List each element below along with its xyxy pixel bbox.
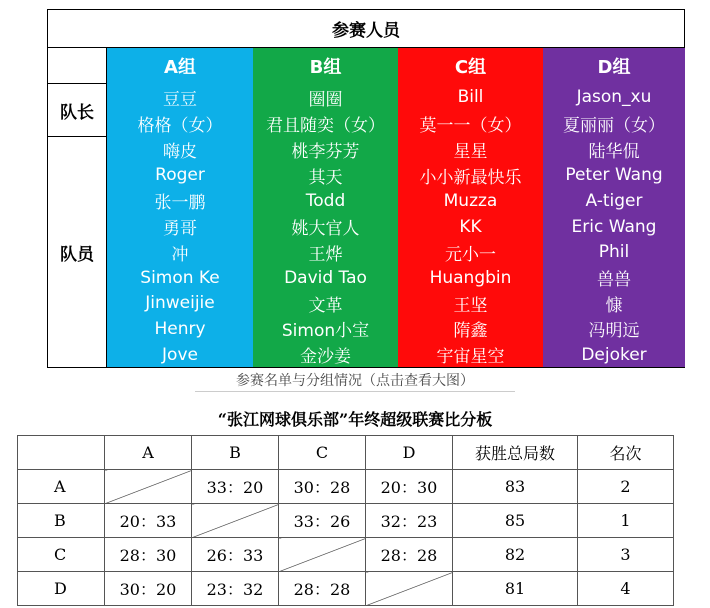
member-name: 小小新最快乐	[419, 167, 522, 188]
captain-name: 君且随奕（女）	[266, 116, 385, 137]
group-column-A组	[107, 48, 253, 367]
member-name: 嗨皮	[163, 142, 197, 163]
match-score: 28：28	[279, 572, 366, 606]
member-name: Eric Wang	[571, 216, 657, 237]
rank: 4	[578, 572, 674, 606]
match-score: 30：20	[105, 572, 192, 606]
member-name: Jinweijie	[145, 293, 215, 314]
member-name: 文革	[308, 295, 343, 316]
score-column-header	[18, 436, 105, 470]
member-name: 兽兽	[597, 270, 631, 291]
match-score: 28：30	[105, 538, 192, 572]
diagonal-cell	[279, 538, 366, 572]
group-header: A组	[164, 57, 196, 78]
member-row-label: 队员	[48, 137, 107, 367]
captain-name: 圈圈	[308, 89, 343, 110]
member-name: Simon小宝	[281, 321, 370, 342]
roster-table	[47, 9, 685, 368]
match-score: 33：26	[279, 504, 366, 538]
match-score: 32：23	[366, 504, 453, 538]
score-header-row	[18, 436, 674, 470]
corner-cell	[48, 48, 107, 84]
member-name: David Tao	[284, 267, 367, 288]
match-score: 26：33	[192, 538, 279, 572]
score-column-header: C	[279, 436, 366, 470]
diagonal-cell	[192, 504, 279, 538]
match-score: 20：30	[366, 470, 453, 504]
captain-name: 莫一一（女）	[419, 116, 522, 137]
match-score: 20：33	[105, 504, 192, 538]
member-name: 勇哥	[163, 219, 197, 240]
score-column-header: 获胜总局数	[453, 436, 578, 470]
match-score: 28：28	[366, 538, 453, 572]
score-column-header: A	[105, 436, 192, 470]
member-name: Peter Wang	[565, 165, 663, 186]
group-column-C组	[398, 48, 543, 367]
score-row	[18, 572, 674, 606]
member-name: 隋鑫	[453, 321, 488, 342]
member-name: Roger	[155, 165, 205, 186]
member-name: Muzza	[443, 190, 498, 211]
scoreboard-table	[17, 435, 674, 606]
member-name: 姚大官人	[291, 219, 360, 240]
group-header: D组	[597, 57, 631, 78]
score-column-header: 名次	[578, 436, 674, 470]
group-column-B组	[253, 48, 398, 367]
caption-underline	[195, 391, 515, 392]
total-games-won: 85	[453, 504, 578, 538]
member-name: 冯明远	[588, 321, 640, 342]
member-name: 宇宙星空	[436, 347, 505, 368]
team-label: D	[18, 572, 105, 606]
scoreboard-title: “张江网球俱乐部”年终超级联赛比分板	[217, 410, 493, 429]
total-games-won: 81	[453, 572, 578, 606]
member-name: Dejoker	[581, 344, 647, 365]
score-column-header: D	[366, 436, 453, 470]
member-name: 慷	[605, 295, 623, 316]
team-label: A	[18, 470, 105, 504]
member-name: A-tiger	[585, 190, 643, 211]
member-name: 元小一	[445, 244, 496, 265]
member-name: 王烨	[308, 244, 343, 265]
captain-name: 格格（女）	[137, 116, 223, 137]
captain-name: 夏丽丽（女）	[563, 116, 665, 137]
group-header: B组	[309, 57, 342, 78]
group-header: C组	[454, 57, 487, 78]
member-name: 冲	[171, 244, 189, 265]
score-row	[18, 538, 674, 572]
captain-name: Bill	[457, 87, 484, 108]
image-caption[interactable]: 参赛名单与分组情况（点击查看大图）	[236, 373, 474, 389]
score-row	[18, 470, 674, 504]
member-name: 陆华侃	[588, 142, 640, 163]
member-name: 其天	[308, 167, 343, 188]
captain-name: 豆豆	[163, 89, 197, 110]
match-score: 30：28	[279, 470, 366, 504]
member-name: 张一鹏	[154, 193, 206, 214]
captain-row-label: 队长	[48, 84, 107, 137]
total-games-won: 83	[453, 470, 578, 504]
rank: 2	[578, 470, 674, 504]
rank: 3	[578, 538, 674, 572]
diagonal-cell	[366, 572, 453, 606]
member-name: Huangbin	[429, 267, 512, 288]
diagonal-cell	[105, 470, 192, 504]
roster-title: 参赛人员	[48, 10, 684, 48]
score-column-header: B	[192, 436, 279, 470]
match-score: 23：32	[192, 572, 279, 606]
member-name: 王坚	[453, 295, 488, 316]
member-name: KK	[459, 216, 482, 237]
total-games-won: 82	[453, 538, 578, 572]
match-score: 33：20	[192, 470, 279, 504]
team-label: C	[18, 538, 105, 572]
member-name: Phil	[598, 242, 630, 263]
group-column-D组	[543, 48, 685, 367]
member-name: Jove	[162, 344, 198, 365]
member-name: 星星	[453, 142, 488, 163]
score-row	[18, 504, 674, 538]
member-name: Simon Ke	[140, 267, 220, 288]
team-label: B	[18, 504, 105, 538]
member-name: 桃李芬芳	[291, 142, 360, 163]
member-name: Todd	[305, 190, 346, 211]
member-name: 金沙姜	[300, 347, 351, 368]
member-name: Henry	[154, 318, 206, 339]
rank: 1	[578, 504, 674, 538]
captain-name: Jason_xu	[576, 87, 652, 108]
